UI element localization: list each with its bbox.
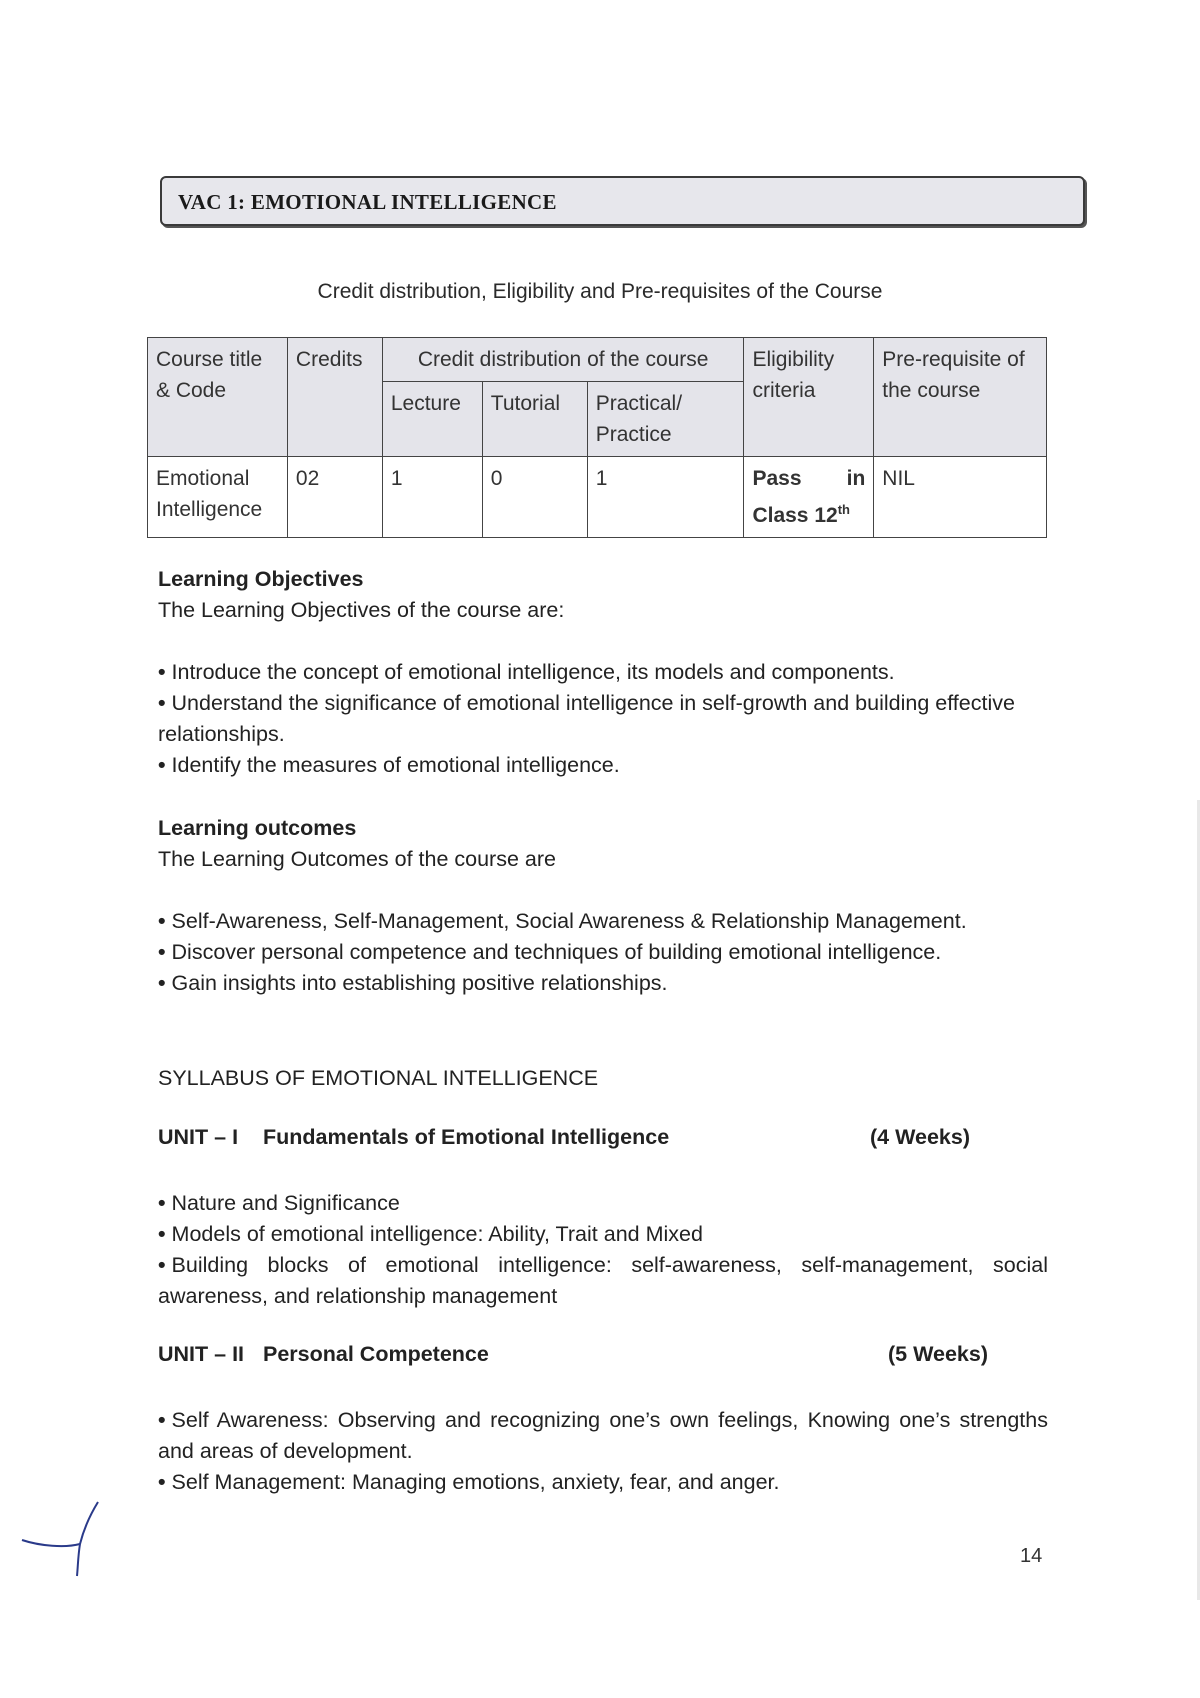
signature-mark bbox=[20, 1500, 110, 1580]
unit-1-code: UNIT – I bbox=[158, 1125, 239, 1149]
objective-item: • Understand the significance of emotional intelligence in self-growth and building effective relationships. bbox=[158, 688, 1048, 750]
header-lecture: Lecture bbox=[382, 382, 482, 457]
unit-1-item: • Nature and Significance bbox=[158, 1188, 400, 1219]
page-number: 14 bbox=[1020, 1545, 1043, 1567]
header-tutorial: Tutorial bbox=[482, 382, 587, 457]
eligibility-class: Class 12 bbox=[752, 504, 838, 527]
eligibility-in: in bbox=[846, 467, 866, 490]
cell-tutorial: 0 bbox=[482, 457, 587, 538]
cell-eligibility bbox=[744, 457, 874, 538]
credit-table bbox=[147, 337, 1047, 538]
outcomes-heading: Learning outcomes bbox=[158, 816, 357, 840]
cell-lecture: 1 bbox=[382, 457, 482, 538]
header-prerequisite: Pre-requisite of the course bbox=[874, 338, 1047, 457]
unit-2-title: Personal Competence bbox=[263, 1342, 489, 1366]
eligibility-pass: Pass bbox=[752, 467, 802, 490]
header-course-title: Course title & Code bbox=[148, 338, 288, 457]
table-header-row bbox=[148, 338, 1047, 382]
objective-item: • Introduce the concept of emotional intelligence, its models and components. bbox=[158, 657, 895, 688]
unit-2-weeks: (5 Weeks) bbox=[888, 1342, 988, 1366]
course-title-box bbox=[160, 176, 1085, 226]
outcome-item: • Discover personal competence and techniques of building emotional intelligence. bbox=[158, 937, 941, 968]
unit-2-code: UNIT – II bbox=[158, 1342, 245, 1366]
cell-prerequisite: NIL bbox=[874, 457, 1047, 538]
unit-1-heading bbox=[158, 1125, 669, 1150]
header-credits: Credits bbox=[287, 338, 382, 457]
header-practical: Practical/ Practice bbox=[587, 382, 744, 457]
course-title: VAC 1: EMOTIONAL INTELLIGENCE bbox=[178, 190, 557, 214]
outcome-item: • Gain insights into establishing positive relationships. bbox=[158, 968, 668, 999]
header-eligibility: Eligibility criteria bbox=[744, 338, 874, 457]
objective-item: • Identify the measures of emotional intelligence. bbox=[158, 750, 620, 781]
eligibility-class-sup: th bbox=[837, 502, 850, 517]
table-row bbox=[148, 457, 1047, 538]
cell-practical: 1 bbox=[587, 457, 744, 538]
outcome-item: • Self-Awareness, Self-Management, Social Awareness & Relationship Management. bbox=[158, 906, 967, 937]
unit-2-item: • Self Awareness: Observing and recognizing one’s own feelings, Knowing one’s strengths and areas of development. bbox=[158, 1405, 1048, 1467]
unit-1-item: • Models of emotional intelligence: Ability, Trait and Mixed bbox=[158, 1219, 703, 1250]
objectives-intro: The Learning Objectives of the course are: bbox=[158, 598, 565, 622]
header-credit-distribution: Credit distribution of the course bbox=[382, 338, 744, 382]
cell-course: Emotional Intelligence bbox=[148, 457, 288, 538]
syllabus-heading: SYLLABUS OF EMOTIONAL INTELLIGENCE bbox=[158, 1066, 599, 1090]
unit-1-weeks: (4 Weeks) bbox=[870, 1125, 970, 1149]
objectives-heading: Learning Objectives bbox=[158, 567, 364, 591]
unit-2-item: • Self Management: Managing emotions, anxiety, fear, and anger. bbox=[158, 1467, 779, 1498]
unit-1-title: Fundamentals of Emotional Intelligence bbox=[263, 1125, 670, 1149]
cell-credits: 02 bbox=[287, 457, 382, 538]
table-caption: Credit distribution, Eligibility and Pre-requisites of the Course bbox=[317, 280, 883, 303]
unit-1-item: • Building blocks of emotional intelligence: self-awareness, self-management, social awareness, and relationship management bbox=[158, 1250, 1048, 1312]
unit-2-heading bbox=[158, 1342, 489, 1367]
outcomes-intro: The Learning Outcomes of the course are bbox=[158, 847, 556, 871]
